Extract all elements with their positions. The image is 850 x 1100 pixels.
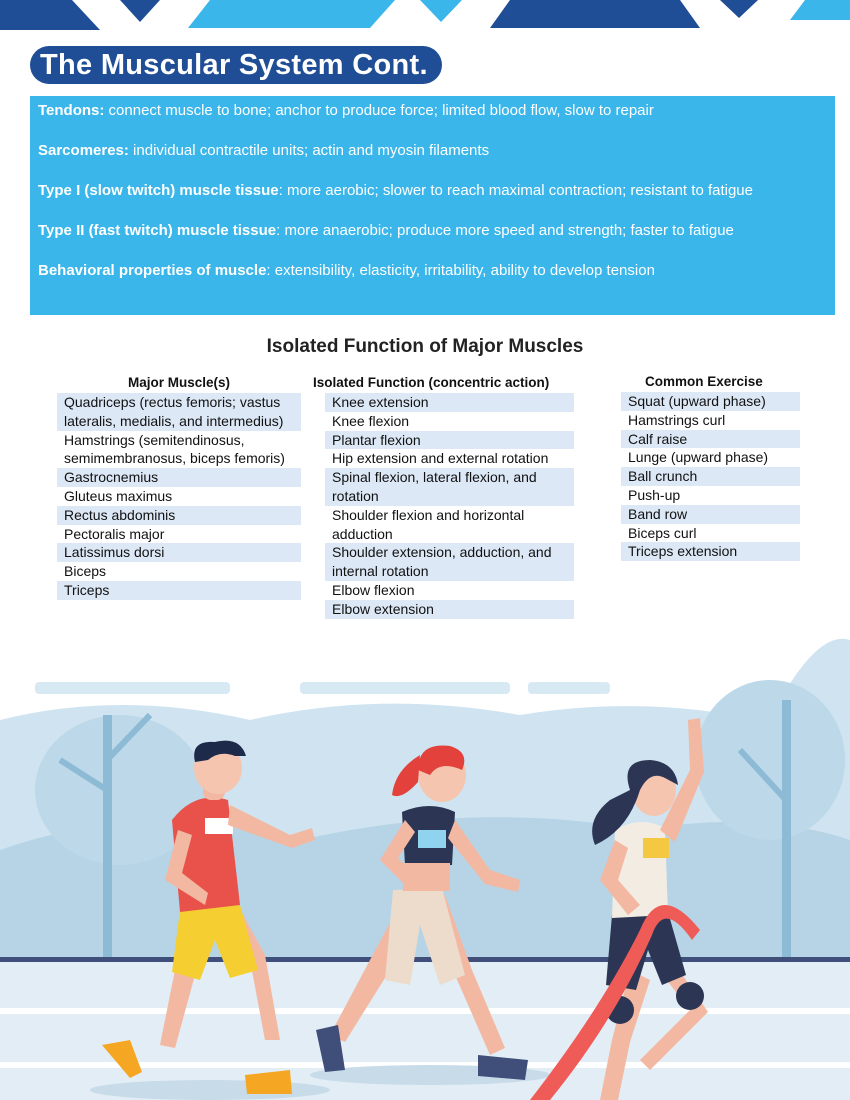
definition-text: : more anaerobic; produce more speed and strength; faster to fatigue [276,222,734,239]
muscles-column [57,375,301,600]
definition-text: : extensibility, elasticity, irritability, ability to develop tension [266,262,655,279]
table-cell: Plantar flexion [325,431,574,450]
table-cell: Shoulder flexion and horizontal adduction [332,506,525,542]
definition-row [38,101,827,121]
table-cell: Calf raise [621,430,800,449]
table-cell: Band row [621,505,800,524]
table-cell: Spinal flexion, lateral flexion, and rotation [325,468,574,506]
definition-row [38,221,827,241]
table-cell: Hamstrings curl [628,411,726,428]
definition-term: Tendons: [38,102,105,119]
definition-row [38,261,827,281]
exercises-column [621,374,800,561]
definition-term: Type I (slow twitch) muscle tissue [38,182,279,199]
functions-list [325,393,574,619]
definition-row [38,181,827,201]
top-decorative-banner [0,0,850,30]
table-title: Isolated Function of Major Muscles [266,336,584,357]
functions-column [313,375,574,619]
definition-text: individual contractile units; actin and myosin filaments [128,142,490,159]
exercises-list [621,392,800,561]
table-cell: Knee extension [325,393,574,412]
definition-text: : more aerobic; slower to reach maximal contraction; resistant to fatigue [278,182,753,199]
definition-term: Behavioral properties of muscle [38,262,267,279]
table-cell: Hip extension and external rotation [332,450,549,467]
table-cell: Knee flexion [332,412,410,429]
table-cell: Elbow extension [325,600,574,619]
definition-term: Type II (fast twitch) muscle tissue [38,222,277,239]
table-cell: Ball crunch [621,467,800,486]
table-cell: Lunge (upward phase) [628,449,769,466]
muscles-list [57,393,301,600]
functions-header: Isolated Function (concentric action) [313,375,550,390]
table-cell: Hamstrings (semitendinosus, semimembranosus, biceps femoris) [64,431,285,467]
table-cell: Pectoralis major [64,525,165,542]
table-cell: Rectus abdominis [57,506,301,525]
exercises-header: Common Exercise [645,374,763,389]
definition-row [38,141,827,161]
table-cell: Triceps extension [621,542,800,561]
table-cell: Biceps curl [628,524,697,541]
table-cell: Squat (upward phase) [621,392,800,411]
table-cell: Gluteus maximus [64,487,173,504]
table-cell: Shoulder extension, adduction, and internal rotation [325,543,574,581]
definitions-box [30,96,835,315]
runners-illustration [0,620,850,1100]
table-cell: Triceps [57,581,301,600]
table-cell: Push-up [628,486,681,503]
tree-right-icon [695,680,845,840]
table-cell: Biceps [64,563,107,580]
table-cell: Latissimus dorsi [57,543,301,562]
page-title: The Muscular System Cont. [30,46,442,84]
table-cell: Gastrocnemius [57,468,301,487]
definition-term: Sarcomeres: [38,142,129,159]
definition-text: connect muscle to bone; anchor to produce force; limited blood flow, slow to repair [104,102,654,119]
table-cell: Elbow flexion [332,581,415,598]
table-cell: Quadriceps (rectus femoris; vastus lateralis, medialis, and intermedius) [57,393,301,431]
muscles-header: Major Muscle(s) [127,375,231,390]
